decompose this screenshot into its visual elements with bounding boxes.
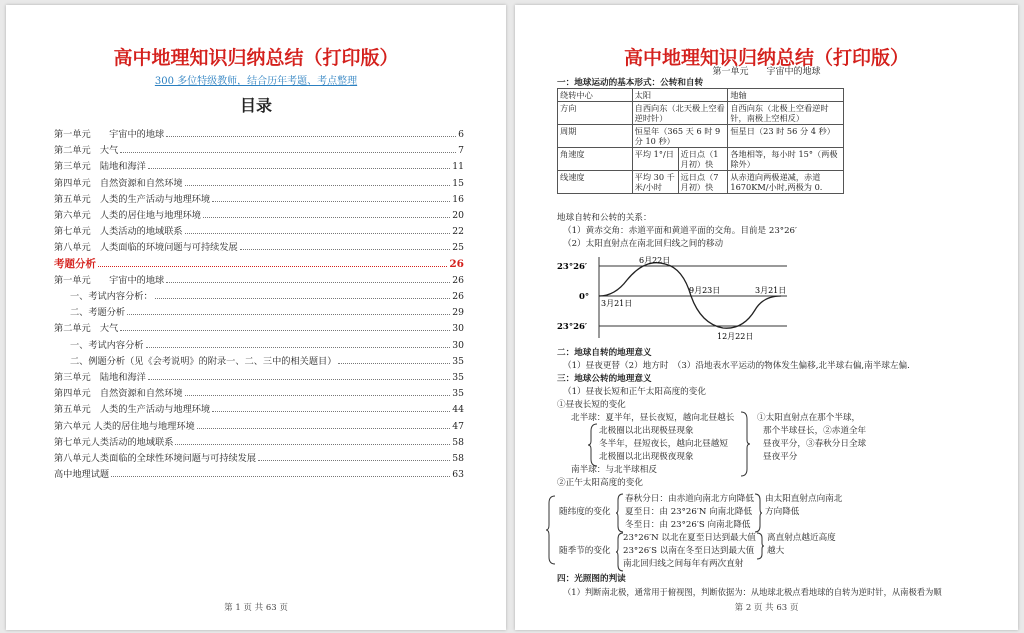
toc-entry-label: 第七单元人类活动的地域联系 [54,436,174,448]
bullet-text: 冬半年，昼短夜长，越向北昼越短 [599,439,728,449]
section-heading: 一：地球运动的基本形式：公转和自转 [557,78,704,88]
toc-entry-label: 一、考试内容分析 [70,339,144,351]
toc-entry-label: 第一单元 宇宙中的地球 [54,274,165,286]
toc-leader-dots [166,136,456,137]
toc-leader-dots [120,330,450,331]
table-cell: 近日点（1月初）快 [678,148,728,171]
note-text: 昼夜平分，③春秋分日全球 [763,439,867,449]
toc-entry[interactable] [54,450,464,464]
table-cell: 从赤道向两极递减，赤道 1670KM/小时,两极为 0. [728,171,844,194]
page-2 [515,5,1018,630]
toc-entry-label: 第五单元 人类的生产活动与地理环境 [54,193,211,205]
toc-leader-dots [127,314,450,315]
brace-icon [545,495,557,565]
toc-page-number: 29 [452,307,464,319]
toc-entry-label: 二、考题分析 [70,307,126,319]
toc-page-number: 11 [452,161,464,173]
toc-entry[interactable] [54,418,464,432]
table-cell: 自西向东（北天极上空看逆时针） [632,102,728,125]
toc-entry-label: 第七单元 人类活动的地域联系 [54,226,183,238]
toc-entry[interactable] [54,288,464,302]
toc-page-number: 16 [452,193,464,205]
toc-entry-label: 第八单元 人类面临的环境问题与可持续发展 [54,242,238,254]
toc-entry-label: 第一单元 宇宙中的地球 [54,129,165,140]
toc-page-number: 35 [452,355,464,367]
note-text: 那个半球昼长，②赤道全年 [763,426,867,436]
toc-page-number: 63 [452,469,464,481]
toc-entry-label: 第八单元人类面临的全球性环境问题与可持续发展 [54,453,257,464]
toc-page-number: 35 [452,388,464,400]
toc-page-number: 26 [452,274,464,286]
table-cell: 恒星日（23 时 56 分 4 秒） [728,125,844,148]
toc-page-number: 25 [452,242,464,254]
toc-entry[interactable] [54,385,464,399]
bullet-text: 南北回归线之间每年有两次直射 [623,559,744,569]
toc-entry[interactable] [54,126,464,140]
toc-entry-label: 第三单元 陆地和海洋 [54,372,146,383]
brace-icon [753,493,763,533]
toc-entry-label: 第二单元 大气 [54,145,119,157]
toc-entry-label: 第五单元 人类的生产活动与地理环境 [54,404,211,416]
toc-entry-label: 一、考试内容分析： [70,291,153,302]
unit-heading: 第一单元 宇宙中的地球 [712,67,821,77]
page-title: 高中地理知识归纳总结（打印版） [113,47,399,69]
toc-entry-label: 第二单元 大气 [54,323,119,335]
toc-leader-dots [185,233,451,234]
bullet-text: 23°26′S 以南在冬至日达到最大值 [623,546,755,556]
toc-page-number: 58 [452,436,464,448]
brace-icon [615,493,625,533]
brace-icon [755,532,765,560]
toc-leader-dots [197,428,451,429]
subsection-heading: ②正午太阳高度的变化 [557,478,643,488]
toc-page-number: 30 [452,339,464,351]
note-text: 方向降低 [765,507,800,517]
toc-page-number: 7 [458,145,464,157]
toc-leader-dots [212,411,450,412]
table-cell: 平均 1°/日 [632,148,678,171]
toc-leader-dots [185,395,451,396]
toc-page-number: 20 [452,210,464,221]
note-text: 越大 [767,546,785,556]
subsolar-migration-diagram [555,252,795,344]
date-label: 9月23日 [689,286,721,295]
toc-page-number: 30 [452,323,464,335]
table-cell: 角速度 [558,148,633,171]
date-label: 3月21日 [755,286,787,295]
note-text: 由太阳直射点向南北 [765,494,843,504]
axis-label: 0° [579,292,590,302]
toc-page-number: 26 [449,257,464,270]
toc-page-number: 26 [452,291,464,302]
section-text: （1）判断南北极，通常用于俯视图，判断依据为：从地球北极点看地球的自转为逆时针，从南极看为顺 [563,587,942,597]
axis-label: 23°26′ [557,322,588,332]
brace-icon [739,411,751,477]
toc-leader-dots [240,249,451,250]
toc-leader-dots [175,444,450,445]
note-text: 昼夜平分 [763,452,798,462]
table-cell: 方向 [558,102,633,125]
table-row [558,148,844,171]
bullet-text: 北极圈以北出现极昼现象 [599,426,694,436]
relation-item: （2）太阳直射点在南北回归线之间的移动 [563,239,724,249]
relation-title: 地球自转和公转的关系： [557,213,652,223]
toc-entry[interactable] [54,142,464,156]
table-cell: 线速度 [558,171,633,194]
toc-section-link[interactable] [54,256,464,270]
bullet-text: 夏至日：由 23°26′N 向南北降低 [625,507,753,517]
toc-entry-label: 第六单元 人类的居住地与地理环境 [54,210,201,221]
table-cell: 太阳 [632,89,728,102]
toc-entry[interactable] [54,207,464,221]
toc-leader-dots [148,168,450,169]
toc-entry[interactable] [54,158,464,172]
table-cell: 地轴 [728,89,844,102]
toc-leader-dots [111,476,450,477]
toc-page-number: 47 [452,420,464,432]
brace-icon [587,423,599,467]
date-label: 6月22日 [639,256,671,265]
date-label: 3月21日 [601,299,633,308]
bullet-text: 23°26′N 以北在夏至日达到最大值 [623,533,756,543]
toc-leader-dots [98,266,447,267]
toc-page-number: 15 [452,177,464,189]
table-row [558,171,844,194]
table-cell: 自西向东（北极上空看逆时针，南极上空相反） [728,102,844,125]
table-cell: 恒星年（365 天 6 时 9 分 10 秒） [632,125,728,148]
section-heading: 三：地球公转的地理意义 [557,374,652,384]
toc-entry[interactable] [54,239,464,253]
toc-entry-label: 二、例题分析（见《会考说明》的附录一、二、三中的相关题目） [70,355,337,367]
toc-entry[interactable] [54,272,464,286]
subsection-heading: ①昼夜长短的变化 [557,400,626,410]
toc-entry[interactable] [54,401,464,415]
toc-entry[interactable] [54,304,464,318]
toc-entry-label: 第四单元 自然资源和自然环境 [54,388,183,400]
toc-entry-label: 第三单元 陆地和海洋 [54,161,146,173]
earth-motion-table [557,88,844,194]
section-heading: 二：地球自转的地理意义 [557,348,652,358]
subtitle-link[interactable]: 300 多位特级教师，结合历年考题、考点整理 [154,76,358,87]
toc-leader-dots [166,282,450,283]
toc-leader-dots [148,379,450,380]
toc-leader-dots [120,152,456,153]
toc-leader-dots [146,347,451,348]
toc-leader-dots [212,201,450,202]
toc-entry[interactable] [54,223,464,237]
note-text: ①太阳直射点在那个半球， [757,413,861,423]
toc-entry-label: 第四单元 自然资源和自然环境 [54,177,183,189]
toc-entry[interactable] [54,353,464,367]
toc-entry-label: 考题分析 [54,257,96,270]
page-footer: 第 2 页 共 63 页 [734,603,799,613]
table-cell: 平均 30 千米/小时 [632,171,678,194]
bullet-text: 南半球：与北半球相反 [571,465,657,475]
toc-page-number: 58 [452,453,464,464]
bullet-text: 北极圈以北出现极夜现象 [599,452,694,462]
toc-page-number: 44 [452,404,464,416]
toc-entry[interactable] [54,337,464,351]
toc-heading: 目录 [239,96,272,115]
bullet-text: 春秋分日：由赤道向南北方向降低 [625,494,754,504]
toc-entry[interactable] [54,175,464,189]
table-cell: 绕转中心 [558,89,633,102]
axis-label: 23°26′ [557,262,588,272]
section-text: （1）昼夜更替（2）地方时 （3）沿地表水平运动的物体发生偏移,北半球右偏,南半球左偏. [563,361,910,371]
page-footer: 第 1 页 共 63 页 [224,603,288,613]
table-row [558,102,844,125]
category-label: 随纬度的变化 [559,507,611,517]
date-label: 12月22日 [717,332,754,341]
toc-entry[interactable] [54,320,464,334]
table-cell: 周期 [558,125,633,148]
sun-path-curve [599,263,781,328]
bullet-text: 北半球：夏半年，昼长夜短，越向北昼越长 [571,413,735,423]
table-cell: 远日点（7月初）快 [678,171,728,194]
table-cell: 各地相等，每小时 15°（两极除外） [728,148,844,171]
section-text: （1）昼夜长短和正午太阳高度的变化 [563,387,706,397]
table-row [558,89,844,102]
bullet-text: 冬至日：由 23°26′S 向南北降低 [625,520,751,530]
page-1 [6,5,506,630]
relation-item: （1）黄赤交角：赤道平面和黄道平面的交角。目前是 23°26′ [563,226,797,236]
toc-page-number: 22 [452,226,464,238]
toc-page-number: 35 [452,372,464,383]
toc-entry[interactable] [54,369,464,383]
page-title: 高中地理知识归纳总结（打印版） [623,47,909,69]
toc-leader-dots [338,363,450,364]
category-label: 随季节的变化 [559,546,611,556]
toc-page-number: 6 [458,129,464,140]
toc-entry-label: 第六单元 人类的居住地与地理环境 [54,420,195,432]
section-heading: 四：光照图的判读 [557,574,626,584]
note-text: 离直射点越近高度 [767,533,836,543]
toc-leader-dots [258,460,450,461]
toc-entry-label: 高中地理试题 [54,469,110,481]
toc-entry[interactable] [54,191,464,205]
toc-entry[interactable] [54,434,464,448]
toc-leader-dots [155,298,451,299]
table-row [558,125,844,148]
toc-leader-dots [185,185,451,186]
toc-entry[interactable] [54,466,464,480]
toc-leader-dots [203,217,450,218]
